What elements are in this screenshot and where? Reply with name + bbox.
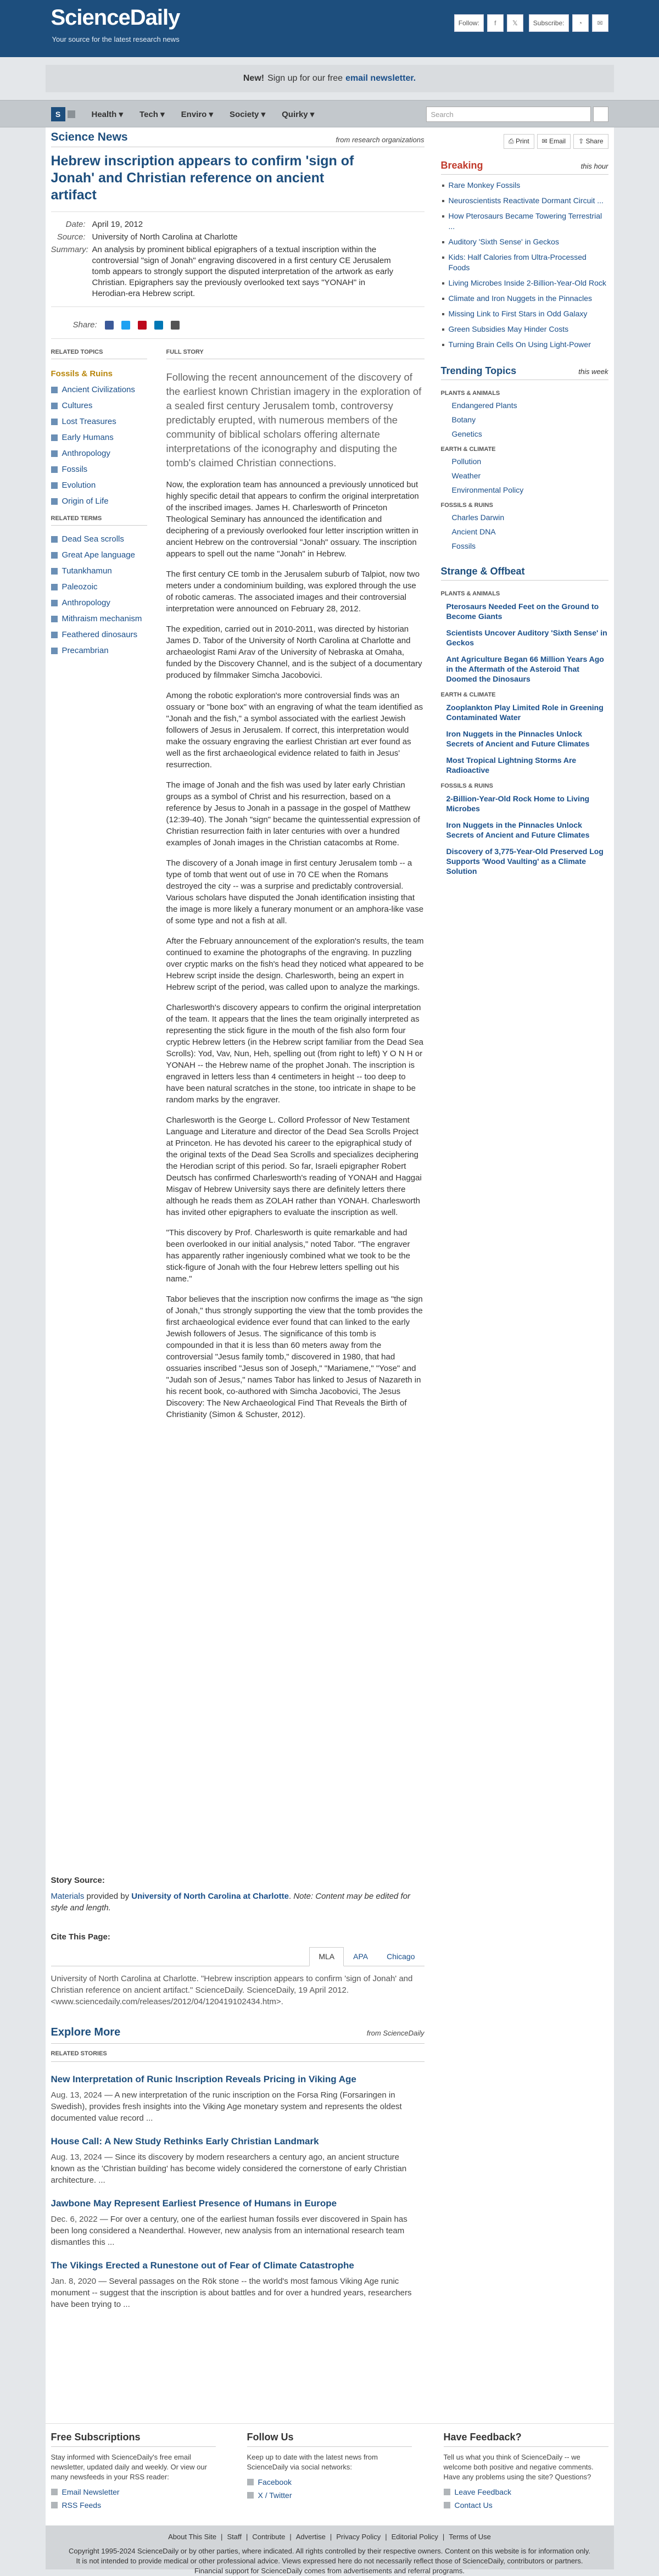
article-paragraph: Now, the exploration team has announced a previously unnoticed but highly specific detail that appears to confirm the original interpretation of the inscribed images. James H. Charlesworth of Princeton Theological Seminary has announced the identification and deciphering of a previously overlooked four letter inscription written in ancient Hebrew on the controversial "Jonah" ossuary. The inscription appears to spell out the name "Jonah" in Hebrew. <box>166 480 419 559</box>
source-label: Source: <box>57 232 86 242</box>
trending-link[interactable]: Ancient DNA <box>451 527 496 536</box>
term-item[interactable]: Tutankhamun <box>51 566 147 576</box>
main-column <box>51 127 425 2310</box>
trending-category: FOSSILS & RUINS <box>440 502 493 509</box>
term-icon <box>51 552 58 559</box>
offbeat-link[interactable]: Iron Nuggets in the Pinnacles Unlock Secrets of Ancient and Future Climates <box>446 821 590 839</box>
explore-section <box>51 2026 425 2310</box>
share-bar <box>51 315 425 339</box>
offbeat-link[interactable]: Pterosaurs Needed Feet on the Ground to Become Giants <box>446 602 599 621</box>
share-button[interactable]: ⇪ Share <box>573 134 608 149</box>
breaking-item[interactable]: Auditory 'Sixth Sense' in Geckos <box>441 237 608 247</box>
search-input[interactable]: Search <box>426 107 591 122</box>
term-icon <box>51 600 58 606</box>
offbeat-link[interactable]: Zooplankton Play Limited Role in Greening Contaminated Water <box>446 703 604 722</box>
date-label: Date: <box>65 220 86 229</box>
offbeat-category: PLANTS & ANIMALS <box>440 590 500 597</box>
breaking-item[interactable]: Rare Monkey Fossils <box>441 180 608 191</box>
term-icon <box>51 632 58 638</box>
topic-icon <box>51 387 58 393</box>
offbeat-link[interactable]: Ant Agriculture Began 66 Million Years Ago in the Aftermath of the Asteroid That Doomed the Dinosaurs <box>446 655 604 683</box>
offbeat-title: Strange & Offbeat <box>440 566 525 577</box>
term-item[interactable]: Anthropology <box>51 598 147 608</box>
footer-email-link[interactable]: Email Newsletter <box>51 2488 216 2496</box>
article-paragraph: Charlesworth is the George L. Collord Professor of New Testament Language and Literature and director of the Dead Sea Scrolls Project at Princeton. He has devoted his career to the epigraphical study of the original texts of the Dead Sea Scrolls and specializes deciphering the Herodian script of this period. So far, Israeli epigrapher Robert Deutsch has confirmed Charlesworth's reading of YONAH and Haggai Misgav of Hebrew University says there are definitely letters there although he reads them as ZOLAH rather than YONAH. Charlesworth has invited other epigraphers to evaluate the inscription as well. <box>166 1116 422 1217</box>
new-label: New! <box>243 74 265 83</box>
trending-link[interactable]: Weather <box>451 471 481 480</box>
term-icon <box>51 616 58 622</box>
article-paragraph: Tabor believes that the inscription now confirms the image as "the sign of Jonah," thus strongly supporting the view that the tomb provides the first archaeological evidence ever found that can linked to the early Jewish followers of Jesus. The significance of this tomb is compounded in that it is less than 60 meters away from the controversial "Jesus family tomb," discovered in 1980, that had ossuaries inscribed "Jesus son of Joseph," "Mariamene," "Yose" and "Judah son of Jesus," names Tabor has linked to Jesus of Nazareth in his recent book, co-authored with Simcha Jacobovici, The Jesus Discovery: The New Archaeological Find That Reveals the Birth of Christianity (Simon & Schuster, 2012). <box>166 1295 423 1419</box>
facebook-share-icon[interactable] <box>105 321 114 330</box>
site-logo[interactable]: ScienceDaily <box>51 5 180 30</box>
footer-subscriptions <box>51 2432 216 2514</box>
article-paragraph: After the February announcement of the exploration's results, the team continued to examine the photographs of the engraving. In puzzling over cryptic marks on the fish's head they noticed what appeared to be Hebrew script inside the design. Charlesworth, being an expert in Hebrew script of the period, was called upon to analyze the markings. <box>166 936 424 992</box>
related-topics-category[interactable]: Fossils & Ruins <box>51 369 113 378</box>
cite-tabs <box>51 1947 425 1966</box>
trending-category: PLANTS & ANIMALS <box>440 390 500 397</box>
materials-link[interactable]: Materials <box>51 1892 85 1901</box>
footer-twitter-link[interactable]: X / Twitter <box>247 2491 412 2500</box>
related-topics-title: RELATED TOPICS <box>51 349 147 359</box>
tab-mla[interactable]: MLA <box>309 1947 344 1966</box>
article-paragraph: "This discovery by Prof. Charlesworth is quite remarkable and had been overlooked in our initial analysis," noted Tabor. "The engraver has apparently rather ingeniously combined what we took to be the stick-figure of Jonah with the four Hebrew letters spelling out his name." <box>166 1228 410 1284</box>
site-footer <box>46 2423 614 2525</box>
article-toolbar <box>441 134 608 149</box>
facebook-icon[interactable]: f <box>487 14 504 32</box>
bottom-bar <box>46 2525 614 2575</box>
twitter-icon[interactable]: 𝕏 <box>507 14 523 32</box>
trending-title: Trending Topics <box>440 365 517 376</box>
story-source-text: provided by <box>86 1892 130 1901</box>
breaking-item[interactable]: Green Subsidies May Hinder Costs <box>441 324 608 334</box>
breaking-item[interactable]: Neuroscientists Reactivate Dormant Circuit ... <box>441 196 608 206</box>
pinterest-share-icon[interactable] <box>138 321 147 330</box>
article-source: University of North Carolina at Charlotte <box>92 232 238 242</box>
related-story-title[interactable]: The Vikings Erected a Runestone out of Fear of Climate Catastrophe <box>51 2260 354 2271</box>
article-body <box>166 349 425 1420</box>
related-topics-list <box>51 385 147 506</box>
offbeat-header <box>441 566 608 581</box>
term-item[interactable]: Mithraism mechanism <box>51 614 147 624</box>
footer-subs-title: Free Subscriptions <box>51 2432 216 2447</box>
term-icon <box>51 568 58 575</box>
article-paragraph: The first century CE tomb in the Jerusalem suburb of Talpiot, now two meters under a condominium building, was explored through the use of robotic cameras. The associated images and their controversial interpretation were announced on February 28, 2012. <box>166 570 420 614</box>
term-icon <box>51 536 58 543</box>
bottom-links: About This Site | Staff | Contribute | Advertise | Privacy Policy | Editorial Policy | Terms of Use <box>168 2533 491 2541</box>
article-paragraph: The discovery of a Jonah image in first century Jerusalem tomb -- a type of tomb that went out of use in 70 CE when the Romans destroyed the city -- was a surprise and predictably controversial. Various scholars have disputed the Jonah identification insisting that the image is more likely a funerary monument or an amphora-like vase of some type and not a fish at all. <box>166 858 424 925</box>
breaking-item[interactable]: Kids: Half Calories from Ultra-Processed Foods <box>441 252 608 273</box>
facebook-icon <box>247 2479 254 2485</box>
topic-item[interactable]: Evolution <box>51 481 147 490</box>
main-nav <box>0 100 659 127</box>
twitter-share-icon[interactable] <box>121 321 130 330</box>
term-item[interactable]: Dead Sea scrolls <box>51 534 147 544</box>
newsletter-banner <box>46 65 614 92</box>
related-story-date: Aug. 13, 2024 <box>51 2153 102 2162</box>
footer-leave-feedback-link[interactable]: Leave Feedback <box>444 2488 608 2496</box>
related-story-text: Since its discovery by modern researchers a century ago, an ancient structure known as the 'Christian building' has become widely considered the cornerstone of early Christian architecture. ... <box>51 2153 407 2185</box>
banner-text: Sign up for our free <box>267 74 343 83</box>
footer-follow <box>247 2432 412 2504</box>
contact-icon <box>444 2502 450 2508</box>
twitter-icon <box>247 2492 254 2499</box>
trending-category: EARTH & CLIMATE <box>440 446 496 453</box>
email-share-icon[interactable] <box>171 321 180 330</box>
footer-feedback <box>444 2432 608 2514</box>
nav-enviro[interactable]: Enviro ▾ <box>181 110 214 119</box>
advertise-link[interactable]: Advertise <box>295 2533 326 2541</box>
related-story: New Interpretation of Runic Inscription Reveals Pricing in Viking Age Aug. 13, 2024 — A new interpretation of the runic inscription on the Forsa Ring (Forsaringen in Swedish), provides fresh insights into the Viking Age monetary system and represents the oldest documented value record ... <box>51 2074 425 2124</box>
article-headline: Hebrew inscription appears to confirm 'sign of Jonah' and Christian reference on ancient artifact <box>51 153 354 203</box>
footer-rss-link[interactable]: RSS Feeds <box>51 2501 216 2510</box>
breaking-title: Breaking <box>440 160 483 171</box>
article-paragraph: Among the robotic exploration's more controversial finds was an ossuary or "bone box" with an engraving of what the team identified as "Jonah and the fish," a symbol associated with the earliest Jewish followers of Jesus in Jerusalem. If correct, this interpretation would make the ossuary engraving the earliest Christian art ever found as well as the first archaeological evidence related to faith in Jesus' resurrection. <box>166 691 423 770</box>
cite-title: Cite This Page: <box>51 1932 110 1942</box>
offbeat-link[interactable]: Iron Nuggets in the Pinnacles Unlock Secrets of Ancient and Future Climates <box>446 729 590 748</box>
newsletter-link[interactable]: email newsletter. <box>345 74 416 83</box>
related-story: House Call: A New Study Rethinks Early Christian Landmark Aug. 13, 2024 — Since its discovery by modern researchers a century ago, an ancient structure known as the 'Christian building' has become widely considered the cornerstone of early Christian architecture. ... <box>51 2136 425 2186</box>
nav-society[interactable]: Society ▾ <box>230 110 266 119</box>
offbeat-link[interactable]: Discovery of 3,775-Year-Old Preserved Log Supports 'Wood Vaulting' as a Climate Solution <box>446 847 604 876</box>
right-sidebar <box>441 127 608 883</box>
trending-subtitle: this week <box>578 367 608 376</box>
summary-label: Summary: <box>51 245 88 254</box>
footer-follow-title: Follow Us <box>247 2432 412 2447</box>
email-icon <box>51 2489 58 2495</box>
offbeat-link[interactable]: Most Tropical Lightning Storms Are Radioactive <box>446 756 577 774</box>
footer-facebook-link[interactable]: Facebook <box>247 2478 412 2486</box>
search-button[interactable] <box>593 107 608 122</box>
topic-icon <box>51 419 58 425</box>
trending-link[interactable]: Genetics <box>451 430 482 438</box>
topic-item[interactable]: Early Humans <box>51 433 147 443</box>
breaking-item[interactable]: Climate and Iron Nuggets in the Pinnacles <box>441 293 608 304</box>
site-header <box>0 0 659 57</box>
related-story-title[interactable]: House Call: A New Study Rethinks Early Christian Landmark <box>51 2136 319 2146</box>
article-paragraph: The expedition, carried out in 2010-2011, was directed by historian James D. Tabor of the University of North Carolina at Charlotte and archaeologist Rami Arav of the University of Nebraska at Omaha, funded by the Discovery Channel, and is the subject of a documentary produced by filmmaker Simcha Jacobovici. <box>166 625 422 680</box>
topic-item[interactable]: Anthropology <box>51 449 147 459</box>
breaking-item[interactable]: Living Microbes Inside 2-Billion-Year-Old Rock <box>441 278 608 288</box>
topic-item[interactable]: Origin of Life <box>51 497 147 506</box>
breaking-list <box>441 180 608 350</box>
article-lead: Following the recent announcement of the discovery of the earliest known Christian imagery in the exploration of a sealed first century Jerusalem tomb, controversy predictably erupted, with numerous members of the community of biblical scholars offering alternate interpretations of the iconography and disputing the tomb's claimed Christian connections. <box>166 371 422 469</box>
editorial-link[interactable]: Editorial Policy <box>391 2533 438 2541</box>
trending-link[interactable]: Fossils <box>451 542 476 550</box>
related-story-title[interactable]: New Interpretation of Runic Inscription Reveals Pricing in Viking Age <box>51 2074 356 2084</box>
about-link[interactable]: About This Site <box>168 2533 217 2541</box>
offbeat-category: FOSSILS & RUINS <box>440 783 493 789</box>
nav-quirky[interactable]: Quirky ▾ <box>282 110 315 119</box>
topic-icon <box>51 482 58 489</box>
related-story-date: Dec. 6, 2022 <box>51 2215 98 2224</box>
site-tagline: Your source for the latest research news <box>52 35 180 43</box>
breaking-item[interactable]: Turning Brain Cells On Using Light-Power <box>441 339 608 350</box>
menu-icon[interactable] <box>68 110 75 118</box>
footer-feedback-text: Tell us what you think of ScienceDaily -- we welcome both positive and negative comments. Have any problems using the site? Questions? <box>443 2453 594 2481</box>
article-summary: An analysis by prominent biblical epigraphers of a textual inscription within the controversial "sign of Jonah" engraving discovered in a first century CE Jerusalem tomb appears to strongly support the disputed interpretation of the artwork as early Christian. Epigraphers say the previously overlooked text says "YONAH" in Herodian-era Hebrew script. <box>92 245 394 298</box>
share-label: Share: <box>72 320 97 330</box>
story-source-title: Story Source: <box>51 1876 105 1885</box>
related-stories-label: RELATED STORIES <box>51 2050 425 2062</box>
linkedin-share-icon[interactable] <box>154 321 163 330</box>
section-title: Science News <box>51 131 128 143</box>
rss-icon <box>51 2502 58 2508</box>
section-header <box>51 127 425 147</box>
section-subtitle: from research organizations <box>336 136 425 144</box>
topic-icon <box>51 403 58 409</box>
trending-link[interactable]: Pollution <box>451 457 482 466</box>
tab-apa[interactable]: APA <box>353 1952 368 1961</box>
article-date: April 19, 2012 <box>92 220 143 229</box>
footer-contact-link[interactable]: Contact Us <box>444 2501 608 2510</box>
staff-link[interactable]: Staff <box>227 2533 242 2541</box>
follow-label: Follow: <box>454 14 484 32</box>
tab-chicago[interactable]: Chicago <box>387 1952 415 1961</box>
term-item[interactable]: Paleozoic <box>51 582 147 592</box>
privacy-link[interactable]: Privacy Policy <box>336 2533 381 2541</box>
nav-health[interactable]: Health ▾ <box>91 110 124 119</box>
related-story-text: For over a century, one of the earliest human fossils ever discovered in Spain has been long considered a Neanderthal. However, new analysis from an international research team dismantles this ... <box>51 2215 407 2247</box>
trending-link[interactable]: Botany <box>451 415 476 424</box>
article-paragraph: The image of Jonah and the fish was used by later early Christian groups as a symbol of Christ and his resurrection, based on a reference by Jesus to Jonah in a passage in the gospel of Matthew (12:39-40). The Jonah "sign" became the quintessential expression of Christian resurrection faith in later centuries with over a hundred examples of Jonah images in the Christian catacombs at Rome. <box>166 780 420 847</box>
related-story-text: Several passages on the Rök stone -- the world's most famous Viking Age runic monument -- suggest that the inscription is about battles and for over a hundred years, researchers have been trying to ... <box>51 2277 412 2309</box>
related-story: Jawbone May Represent Earliest Presence of Humans in Europe Dec. 6, 2022 — For over a century, one of the earliest human fossils ever discovered in Spain has been long considered a Neanderthal. However, new analysis from an international research team dismantles this ... <box>51 2198 425 2248</box>
breaking-header <box>441 160 608 175</box>
nav-logo[interactable]: S <box>51 107 65 121</box>
trending-header <box>441 365 608 380</box>
related-terms-title: RELATED TERMS <box>51 515 147 526</box>
offbeat-link[interactable]: 2-Billion-Year-Old Rock Home to Living Microbes <box>446 794 590 813</box>
topic-item[interactable]: Cultures <box>51 401 147 411</box>
trending-link[interactable]: Endangered Plants <box>451 401 517 410</box>
related-story-text: A new interpretation of the runic inscription on the Forsa Ring (Forsaringen in Swedish), provides fresh insights into the Viking Age monetary system and represents the oldest documented value record ... <box>51 2090 402 2123</box>
article-paragraph: Charlesworth's discovery appears to confirm the original interpretation of the team. It appears that the lines the team originally interpreted as representing the stick figure in the mouth of the fish also form four cryptic Hebrew letters (in the Hebrew script familiar from the Dead Sea Scrolls): Yod, Vav, Nun, Heh, spelling out (from right to left) Y O N H or YONAH -- the Hebrew name of the prophet Jonah. The inscription is engraved in letters less than 4 centimeters in height -- too deep to have been natural scratches in the stone, too intricate in shape to be random marks by the engraver. <box>166 1003 424 1105</box>
source-org-link[interactable]: University of North Carolina at Charlotte <box>131 1892 289 1901</box>
story-source-note: Note: Content may be edited for style and length. <box>51 1892 410 1913</box>
footer-subs-text: Stay informed with ScienceDaily's free email newsletter, updated daily and weekly. Or view our many newsfeeds in your RSS reader: <box>51 2453 207 2481</box>
related-story-date: Aug. 13, 2024 <box>51 2090 102 2100</box>
left-sidebar <box>51 349 147 662</box>
citation-text: University of North Carolina at Charlotte. "Hebrew inscription appears to confirm 'sign of Jonah' and Christian reference on ancient artifact." ScienceDaily. ScienceDaily, 19 April 2012. <www.sciencedaily.com/releases/2012/04/120419102434.htm>. <box>51 1974 413 2006</box>
breaking-item[interactable]: How Pterosaurs Became Towering Terrestrial ... <box>441 211 608 232</box>
email-icon[interactable]: ✉ <box>592 14 608 32</box>
trending-link[interactable]: Environmental Policy <box>451 486 524 494</box>
print-button[interactable]: ⎙ Print <box>504 134 534 149</box>
offbeat-category: EARTH & CLIMATE <box>440 692 496 698</box>
related-story: The Vikings Erected a Runestone out of Fear of Climate Catastrophe Jan. 8, 2020 — Several passages on the Rök stone -- the world's most famous Viking Age runic monument -- suggest that the inscription is about battles and for over a hundred years, researchers have been trying to ... <box>51 2260 425 2310</box>
footer-feedback-title: Have Feedback? <box>444 2432 608 2447</box>
topic-icon <box>51 498 58 505</box>
topic-icon <box>51 434 58 441</box>
breaking-subtitle: this hour <box>580 162 608 170</box>
copyright-text: Copyright 1995-2024 ScienceDaily or by other parties, where indicated. All rights controlled by their respective owners. Content on this website is for information only. It is not intended to provide medical or other professional advice. Views expressed here do not necessarily reflect those of ScienceDaily, contributors or partners. Financial support for ScienceDaily comes from advertisements and referral programs. <box>69 2547 590 2575</box>
topic-item[interactable]: Fossils <box>51 465 147 475</box>
explore-subtitle: from ScienceDaily <box>366 2029 425 2037</box>
trending-link[interactable]: Charles Darwin <box>451 513 505 522</box>
term-item[interactable]: Precambrian <box>51 646 147 656</box>
term-icon <box>51 648 58 654</box>
feedback-icon <box>444 2489 450 2495</box>
term-icon <box>51 584 58 590</box>
topic-item[interactable]: Ancient Civilizations <box>51 385 147 395</box>
story-source: Story Source: Materials provided by University of North Carolina at Charlotte. Note: Content may be edited for style and length. <box>51 1876 425 1914</box>
cite-section <box>51 1932 425 2008</box>
related-story-title[interactable]: Jawbone May Represent Earliest Presence of Humans in Europe <box>51 2198 337 2209</box>
full-story-label: FULL STORY <box>166 349 425 359</box>
topic-icon <box>51 466 58 473</box>
offbeat-link[interactable]: Scientists Uncover Auditory 'Sixth Sense' in Geckos <box>446 628 607 647</box>
topic-item[interactable]: Lost Treasures <box>51 417 147 427</box>
related-terms-list <box>51 534 147 656</box>
topic-icon <box>51 450 58 457</box>
related-story-date: Jan. 8, 2020 <box>51 2277 97 2286</box>
breaking-item[interactable]: Missing Link to First Stars in Odd Galaxy <box>441 309 608 319</box>
terms-link[interactable]: Terms of Use <box>449 2533 491 2541</box>
email-button[interactable]: ✉ Email <box>537 134 571 149</box>
subscribe-label: Subscribe: <box>529 14 569 32</box>
term-item[interactable]: Great Ape language <box>51 550 147 560</box>
nav-tech[interactable]: Tech ▾ <box>139 110 165 119</box>
rss-icon[interactable]: ◔ <box>572 14 589 32</box>
term-item[interactable]: Feathered dinosaurs <box>51 630 147 640</box>
page-body <box>46 127 614 2423</box>
footer-follow-text: Keep up to date with the latest news from ScienceDaily via social networks: <box>247 2453 378 2471</box>
article-meta <box>51 211 425 307</box>
contribute-link[interactable]: Contribute <box>252 2533 286 2541</box>
explore-title: Explore More <box>51 2026 121 2038</box>
